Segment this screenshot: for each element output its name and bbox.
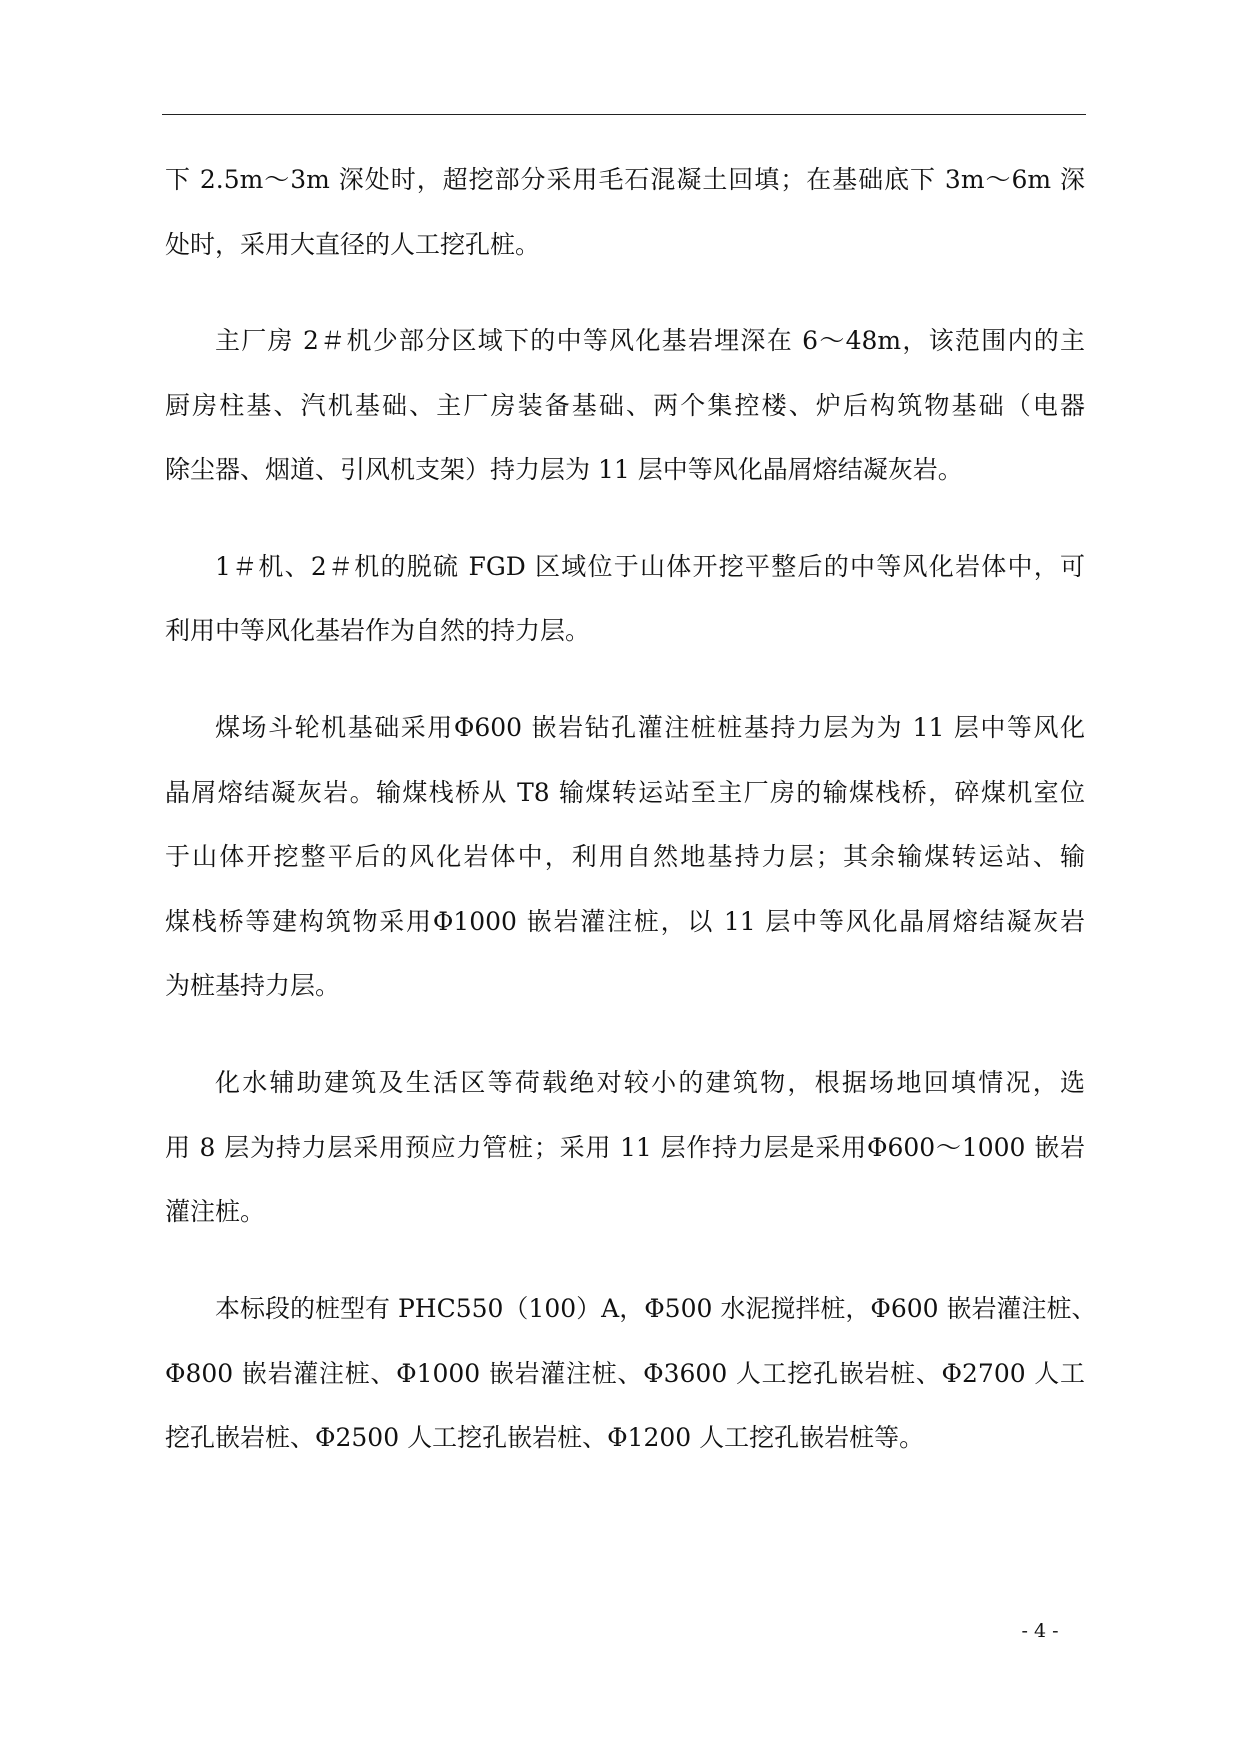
paragraph-5-line-2: 用 8 层为持力层采用预应力管桩；采用 11 层作持力层是采用Φ600～1000 嵌岩 [165,1133,1085,1162]
paragraph-2-line-2: 厨房柱基、汽机基础、主厂房装备基础、两个集控楼、炉后构筑物基础（电器 [165,391,1085,420]
paragraph-6-line-1: 本标段的桩型有 PHC550（100）A，Φ500 水泥搅拌桩，Φ600 嵌岩灌注桩、 [215,1294,1097,1323]
paragraph-4-line-1: 煤场斗轮机基础采用Φ600 嵌岩钻孔灌注桩桩基持力层为为 11 层中等风化 [215,713,1085,742]
paragraph-1-line-1: 下 2.5m～3m 深处时，超挖部分采用毛石混凝土回填；在基础底下 3m～6m 深 [165,165,1085,194]
paragraph-4-line-3: 于山体开挖整平后的风化岩体中，利用自然地基持力层；其余输煤转运站、输 [165,842,1085,871]
paragraph-1-line-2: 处时，采用大直径的人工挖孔桩。 [165,230,541,259]
paragraph-2-line-3: 除尘器、烟道、引风机支架）持力层为 11 层中等风化晶屑熔结凝灰岩。 [165,455,963,484]
paragraph-6-line-2: Φ800 嵌岩灌注桩、Φ1000 嵌岩灌注桩、Φ3600 人工挖孔嵌岩桩、Φ2700 人工 [165,1359,1085,1388]
paragraph-6-line-3: 挖孔嵌岩桩、Φ2500 人工挖孔嵌岩桩、Φ1200 人工挖孔嵌岩桩等。 [165,1423,925,1452]
paragraph-4-line-5: 为桩基持力层。 [165,971,341,1000]
paragraph-4-line-2: 晶屑熔结凝灰岩。输煤栈桥从 T8 输煤转运站至主厂房的输煤栈桥，碎煤机室位 [165,778,1085,807]
paragraph-5-line-1: 化水辅助建筑及生活区等荷载绝对较小的建筑物，根据场地回填情况，选 [215,1068,1085,1097]
paragraph-5-line-3: 灌注桩。 [165,1197,266,1226]
paragraph-4-line-4: 煤栈桥等建构筑物采用Φ1000 嵌岩灌注桩，以 11 层中等风化晶屑熔结凝灰岩 [165,907,1085,936]
page-number: - 4 - [1021,1620,1059,1642]
paragraph-2-line-1: 主厂房 2＃机少部分区域下的中等风化基岩埋深在 6～48m，该范围内的主 [215,326,1085,355]
paragraph-3-line-2: 利用中等风化基岩作为自然的持力层。 [165,616,591,645]
header-rule [162,114,1086,115]
paragraph-3-line-1: 1＃机、2＃机的脱硫 FGD 区域位于山体开挖平整后的中等风化岩体中，可 [215,552,1085,581]
